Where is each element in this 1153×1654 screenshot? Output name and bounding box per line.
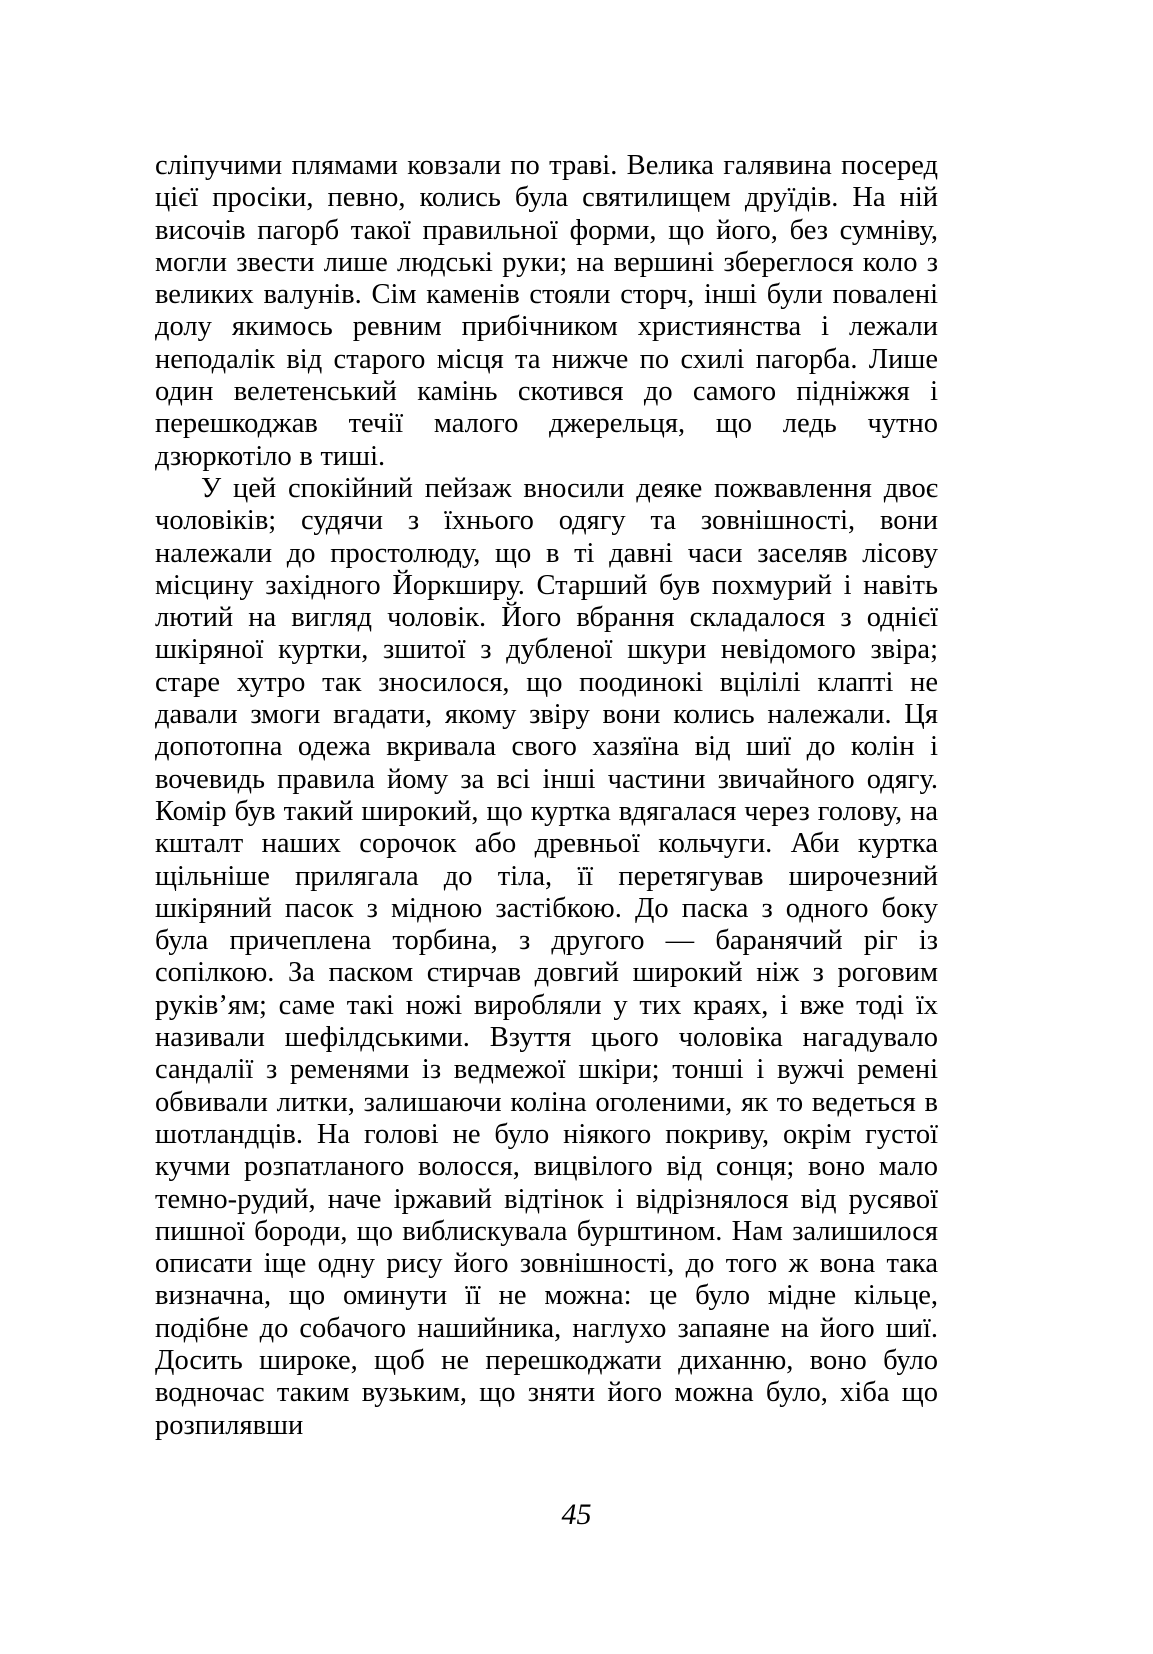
page-number: 45 <box>561 1498 592 1531</box>
body-text <box>155 150 938 1442</box>
paragraph-1: сліпучими плямами ковзали по траві. Велика галявина посеред цієї просіки, певно, колись була святилищем друїдів. На ній височів пагорб такої правильної форми, що його, без сумніву, могли звести лише людські руки; на вершині збереглося коло з великих валунів. Сім каменів стояли сторч, інші були повалені долу якимось ревним прибічником християнства і лежали неподалік від старого місця та нижче по схилі пагорба. Лише один велетенський камінь скотився до самого підніжжя і перешкоджав течії малого джерельця, що ледь чутно дзюркотіло в тиші. <box>155 150 938 472</box>
paragraph-2: У цей спокійний пейзаж вносили деяке пожвавлення двоє чоловіків; судячи з їхнього одягу та зовнішності, вони належали до простолюду, що в ті давні часи заселяв лісову місцину західного Йоркширу. Старший був похмурий і навіть лютий на вигляд чоловік. Його вбрання складалося з однієї шкіряної куртки, зшитої з дубленої шкури невідомого звіра; старе хутро так зносилося, що поодинокі вцілілі клапті не давали змоги вгадати, якому звіру вони колись належали. Ця допотопна одежа вкривала свого хазяїна від шиї до колін і вочевидь правила йому за всі інші частини звичайного одягу. Комір був такий широкий, що куртка вдягалася через голову, на кшталт наших сорочок або древньої кольчуги. Аби куртка щільніше прилягала до тіла, її перетягував широчезний шкіряний пасок з мідною застібкою. До паска з одного боку була причеплена торбина, з другого — баранячий ріг із сопілкою. За паском стирчав довгий широкий ніж з роговим руків’ям; саме такі ножі виробляли у тих краях, і вже тоді їх називали шефілдськими. Взуття цього чоловіка нагадувало сандалії з ременями із ведмежої шкіри; тонші і вужчі ремені обвивали литки, залишаючи коліна оголеними, як то ведеться в шотландців. На голові не було ніякого покриву, окрім густої кучми розпатланого волосся, вицвілого від сонця; воно мало темно-рудий, наче іржавий відтінок і відрізнялося від русявої пишної бороди, що виблискувала бурштином. Нам залишилося описати іще одну рису його зовнішності, до того ж вона така визначна, що оминути її не можна: це було мідне кільце, подібне до собачого нашийника, наглухо запаяне на його шиї. Досить широке, щоб не перешкоджати диханню, воно було водночас таким вузьким, що зняти його можна було, хіба що розпилявши <box>155 472 938 1441</box>
